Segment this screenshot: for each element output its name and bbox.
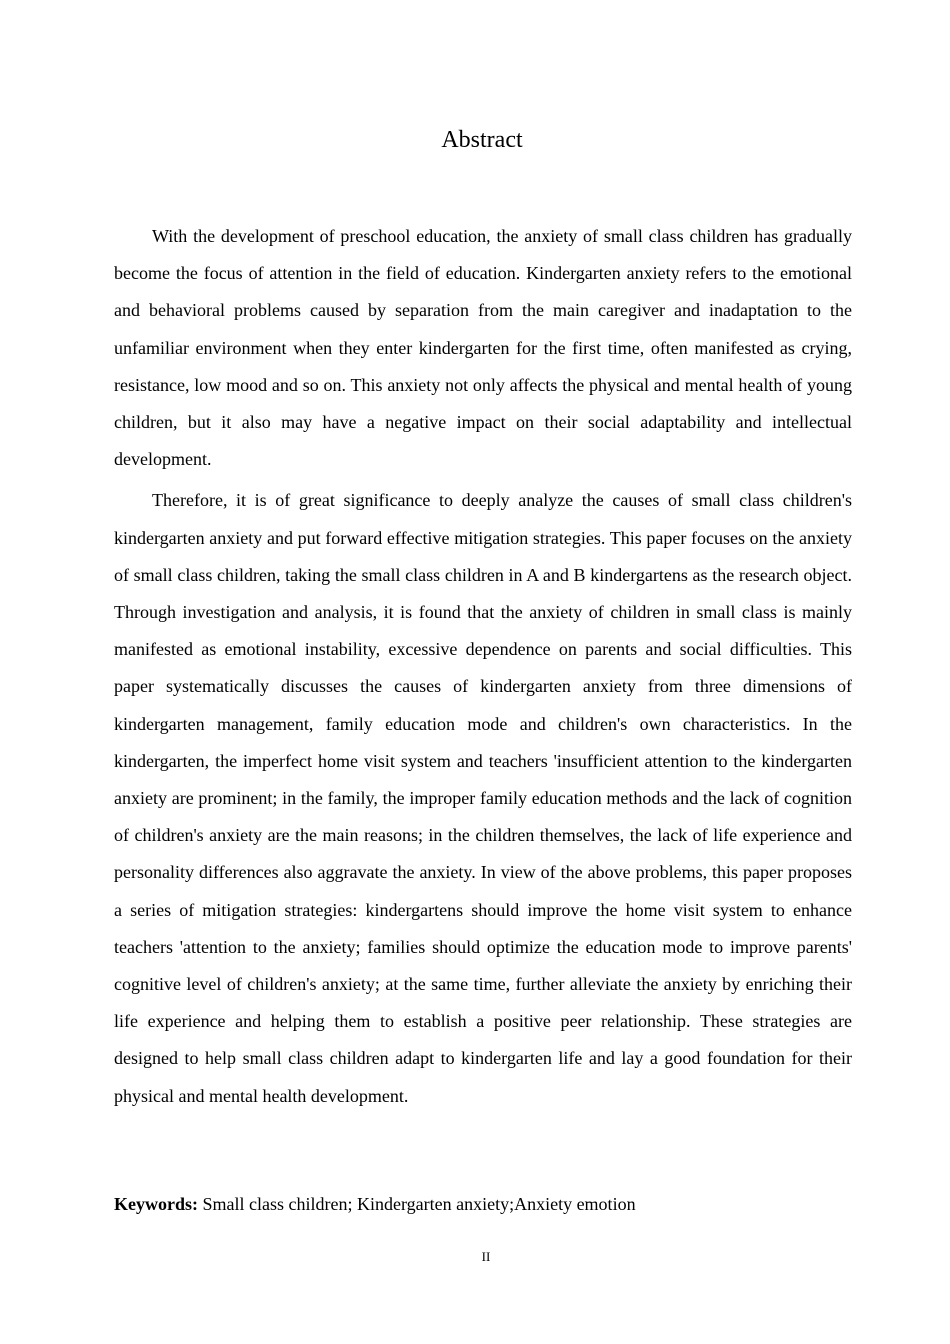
keywords-label: Keywords: [114, 1194, 198, 1214]
keywords-text: Small class children; Kindergarten anxiety;Anxiety emotion [202, 1194, 636, 1214]
keywords-line [114, 1190, 852, 1218]
abstract-title: Abstract [441, 127, 523, 153]
abstract-paragraph-2: Therefore, it is of great significance to deeply analyze the causes of small class children's kindergarten anxiety and put forward effective mitigation strategies. This paper focuses on the anxiety of small class children, taking the small class children in A and B kindergartens as the research object. Through investigation and analysis, it is found that the anxiety of children in small class is mainly manifested as emotional instability, excessive dependence on parents and social difficulties. This paper systematically discusses the causes of kindergarten anxiety from three dimensions of kindergarten management, family education mode and children's own characteristics. In the kindergarten, the imperfect home visit system and teachers 'insufficient attention to the kindergarten anxiety are prominent; in the family, the improper family education methods and the lack of cognition of children's anxiety are the main reasons; in the children themselves, the lack of life experience and personality differences also aggravate the anxiety. In view of the above problems, this paper proposes a series of mitigation strategies: kindergartens should improve the home visit system to enhance teachers 'attention to the anxiety; families should optimize the education mode to improve parents' cognitive level of children's anxiety; at the same time, further alleviate the anxiety by enriching their life experience and helping them to establish a positive peer relationship. These strategies are designed to help small class children adapt to kindergarten life and lay a good foundation for their physical and mental health development. [114, 490, 852, 1106]
abstract-body [114, 218, 852, 1119]
page-number: II [481, 1249, 491, 1264]
abstract-paragraph-1: With the development of preschool education, the anxiety of small class children has gradually become the focus of attention in the field of education. Kindergarten anxiety refers to the emotional and behavioral problems caused by separation from the main caregiver and inadaptation to the unfamiliar environment when they enter kindergarten for the first time, often manifested as crying, resistance, low mood and so on. This anxiety not only affects the physical and mental health of young children, but it also may have a negative impact on their social adaptability and intellectual development. [114, 226, 852, 470]
